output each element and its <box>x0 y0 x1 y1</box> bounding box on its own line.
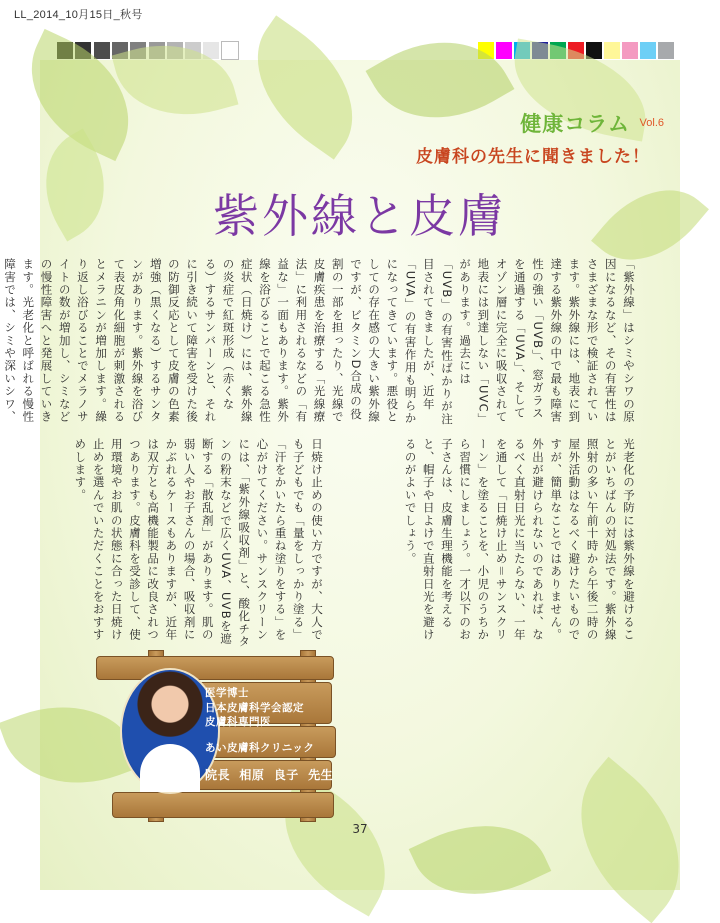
doctor-degree: 医学博士 <box>205 687 249 699</box>
color-swatch <box>496 42 512 59</box>
page-number: 37 <box>352 822 368 836</box>
signboard-plank <box>96 656 334 680</box>
color-swatch <box>658 42 674 59</box>
gray-swatch <box>94 42 110 59</box>
column-title: 健康コラム <box>520 112 630 136</box>
leaf-decoration <box>409 798 552 921</box>
article-body-lower-left: 日焼け止めの使い方ですが、大人でも子どもでも「量をしっかり塗る」「汗をかいたら重ね塗りをする」を心がけてください。サンスクリーンには、「紫外線吸収剤」と、酸化チタンの粉末などで広くUVA、UVBを遮断する「散乱剤」があります。肌の弱い人やお子さんの場合、吸収剤にかぶれるケースもありますが、近年は双方とも高機能製品に改良されつつあります。皮膚科を受診して、使用環境やお肌の状態に合った日焼け止めを選んでいただくことをおすすめします。 <box>73 438 324 649</box>
leaf-decoration <box>544 757 716 923</box>
clinic-name: あい皮膚科クリニック <box>205 742 315 754</box>
doctor-certification: 日本皮膚科学会認定 <box>205 702 304 714</box>
color-swatch <box>622 42 638 59</box>
leaf-decoration <box>227 15 382 159</box>
portrait-shirt <box>140 744 200 792</box>
column-volume: Vol.6 <box>639 117 664 129</box>
article-body-upper: 「紫外線」はシミやシワの原因になるなど、その有害性はさまざまな形で検証されています。紫外線には、地表に到達する紫外線の中で最も障害性の強い「UVB」、窓ガラスを通過する「UVA」、そしてオゾン層に完全に吸収されて地表には到達しない「UVC」があります。過去には「UVB」の有害性ばかりが注目されてきましたが、近年「UVA」の有害作用も明らかになってきています。悪役としての存在感の大きい紫外線ですが、ビタミンD合成の役割の一部を担ったり、光線で皮膚疾患を治療する「光線療法」に利用されるなどの「有益な」一面もあります。紫外線を浴びることで起こる急性症状（日焼け）には、紫外線の炎症で紅斑形成（赤くなる）するサンバーンと、それに引き続いて障害を受けた後の防御反応として皮膚の色素増強（黒くなる）するサンタンがあります。紫外線を浴びて表皮角化細胞が刺激されるとメラニンが増加します。繰り返し浴びることでメラノサイトの数が増加し、シミなどの慢性障害へと発展していきます。光老化と呼ばれる慢性障害では、シミや深いシワ、 <box>3 258 636 426</box>
color-swatch <box>640 42 656 59</box>
article-body-lower-right: 光老化の予防には紫外線を避けることがいちばんの対処法です。紫外線照射の多い午前十時から午後二時の屋外活動はなるべく避けたいものですが、簡単なことではありません。外出が避けられないのであれば、なるべく直射日光に当たらない、一年を通して「日焼け止め＝サンスクリーン」を塗ることを、小児のうちから習慣にしましょう。一才以下のお子さんは、皮膚生理機能を考えると、帽子や日よけで直射日光を避けるのがよいでしょう。 <box>403 438 636 642</box>
doctor-specialty: 皮膚科専門医 <box>205 716 271 728</box>
article-title: 紫外線と皮膚 <box>213 189 507 243</box>
signboard-plank <box>112 792 334 818</box>
file-label: LL_2014_10月15日_秋号 <box>14 9 143 21</box>
column-subtitle: 皮膚科の先生に聞きました！ <box>416 147 650 167</box>
gray-swatch <box>222 42 238 59</box>
leaf-decoration <box>366 11 515 149</box>
doctor-name: 院長 相原 良子 先生 <box>205 768 334 782</box>
color-swatch <box>604 42 620 59</box>
